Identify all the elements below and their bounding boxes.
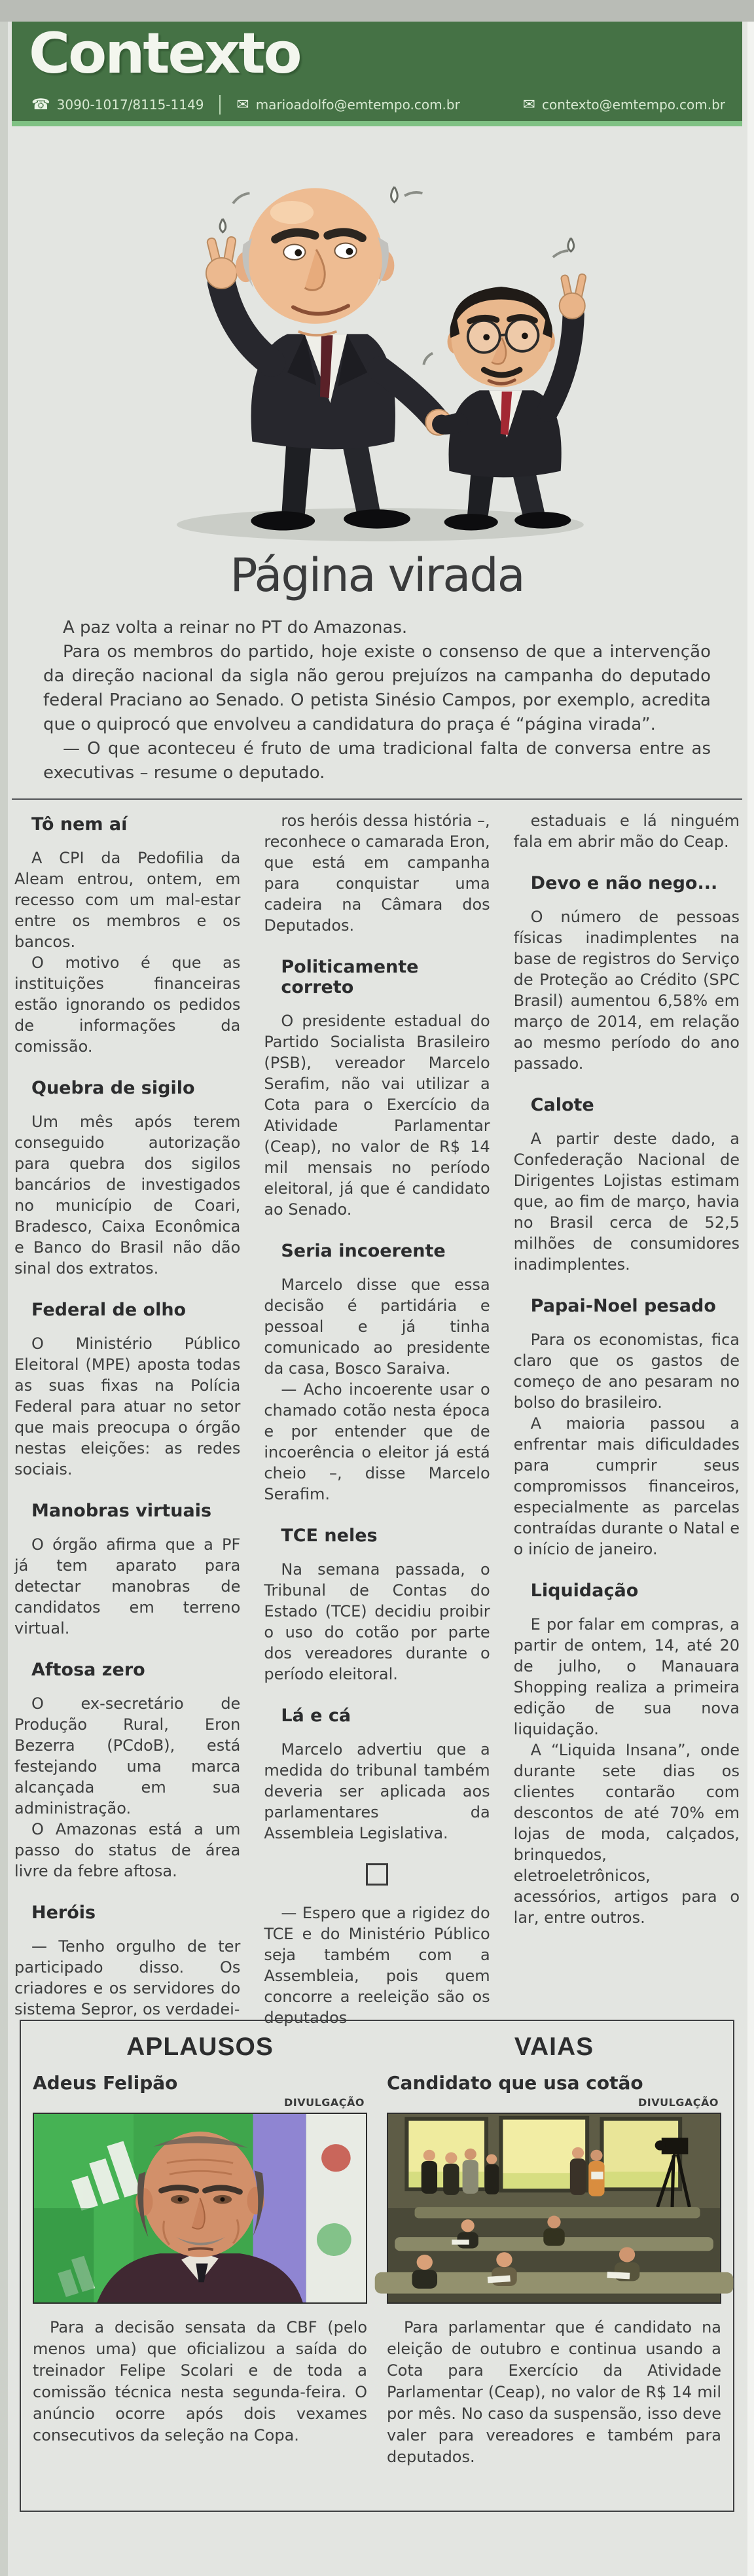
masthead bbox=[12, 22, 742, 126]
left-figure-head bbox=[236, 188, 394, 335]
column-subhead: Tô nem aí bbox=[31, 814, 128, 834]
phone-number: 3090-1017/8115-1149 bbox=[56, 97, 204, 113]
intro-paragraph: A paz volta a reinar no PT do Amazonas. bbox=[63, 617, 408, 637]
column-paragraph: A “Liquida Insana”, onde durante sete dias os clientes contarão com descontos de até 70% em lojas de moda, calçados, brinquedos, eletroeletrônicos, acessórios, artigos para o lar, entre outros. bbox=[513, 1740, 740, 1927]
column-paragraph: — Tenho orgulho de ter participado disso. Os criadores e os servidores do sistema Sepror, os verdadei- bbox=[14, 1937, 241, 2018]
column-subhead: Heróis bbox=[31, 1902, 96, 1923]
column-paragraph: Marcelo disse que essa decisão é partidária e pessoal e já tinha comunicado ao presidente da casa, Bosco Saraiva. bbox=[264, 1275, 490, 1378]
email-contact-primary bbox=[236, 97, 459, 113]
column-paragraph: — Acho incoerente usar o chamado cotão nesta época e por entender que de incoerência o eleitor já está cheio –, disse Marcelo Serafim. bbox=[264, 1380, 490, 1503]
column-paragraph: estaduais e lá ninguém fala em abrir mão do Ceap. bbox=[513, 811, 740, 851]
intro-paragraph: — O que aconteceu é fruto de uma tradicional falta de conversa entre as executivas – resume o deputado. bbox=[43, 738, 711, 783]
cartoon-figure-left bbox=[206, 188, 451, 530]
column-paragraph: A CPI da Pedofilia da Aleam entrou, ontem, em recesso com um mal-estar entre os membros e os bancos. bbox=[14, 848, 241, 951]
section-rule bbox=[12, 798, 742, 800]
email-secondary: contexto@emtempo.com.br bbox=[542, 97, 725, 113]
column-paragraph: — Espero que a rigidez do TCE e do Ministério Público seja também com a Assembleia, pois quem concorre a reeleição são os deputados bbox=[264, 1903, 490, 2027]
felipao-photo bbox=[33, 2113, 367, 2304]
aplausos-photo-credit: DIVULGAÇÃO bbox=[283, 2096, 365, 2109]
column-subhead: Papai-Noel pesado bbox=[530, 1295, 716, 1316]
article-intro bbox=[43, 616, 711, 785]
editorial-cartoon bbox=[0, 126, 754, 545]
vaias-photo-credit: DIVULGAÇÃO bbox=[637, 2096, 719, 2109]
column-subhead: Calote bbox=[530, 1094, 594, 1115]
section-title: Contexto bbox=[29, 21, 300, 86]
column-paragraph: E por falar em compras, a partir de ontem, 14, até 20 de julho, o Manauara Shopping realiza a primeira edição de sua nova liquidação. bbox=[513, 1615, 740, 1738]
vaias-subtitle: Candidato que usa cotão bbox=[387, 2071, 643, 2094]
column-subhead: Quebra de sigilo bbox=[31, 1077, 195, 1098]
cartoon-illustration bbox=[151, 142, 603, 545]
newspaper-page bbox=[0, 22, 754, 2576]
column-paragraph: O presidente estadual do Partido Socialista Brasileiro (PSB), vereador Marcelo Serafim, não vai utilizar a Cota para o Exercício da Atividade Parlamentar (Ceap), no valor de R$ 14 mil mensais no período eleitoral, já que é candidato ao Senado. bbox=[264, 1011, 490, 1219]
aplausos-vaias-box bbox=[20, 2020, 734, 2512]
column-subhead: Politicamente correto bbox=[281, 956, 419, 997]
phone-icon: ☎ bbox=[31, 96, 50, 113]
mail-icon: ✉ bbox=[522, 96, 536, 113]
v-sign-hand-left bbox=[206, 236, 237, 289]
column-3 bbox=[514, 810, 740, 2028]
column-1 bbox=[14, 810, 240, 2028]
column-paragraph: O Ministério Público Eleitoral (MPE) aposta todas as suas fixas na Polícia Federal para atuar no setor que mais preocupa o órgão nestas eleições: as redes sociais. bbox=[14, 1334, 241, 1478]
column-paragraph: O ex-secretário de Produção Rural, Eron Bezerra (PCdoB), está festejando uma marca alcançada em sua administração. bbox=[14, 1694, 241, 1817]
email-primary: marioadolfo@emtempo.com.br bbox=[255, 97, 460, 113]
column-paragraph: Para os economistas, fica claro que os gastos de começo de ano pesaram no bolso do brasileiro. bbox=[513, 1330, 740, 1412]
column-paragraph: O Amazonas está a um passo do status de área livre da febre aftosa. bbox=[14, 1819, 241, 1880]
column-paragraph: Um mês após terem conseguido autorização para quebra dos sigilos bancários de investigados no município de Coari, Bradesco, Caixa Econômica e Banco do Brasil não dão sinal dos extratos. bbox=[14, 1112, 241, 1278]
assembly-photo-illustration bbox=[388, 2114, 720, 2302]
right-figure-head bbox=[448, 287, 555, 387]
intro-paragraph: Para os membros do partido, hoje existe o consenso de que a intervenção da direção nacional da sigla não gerou prejuízos na campanha do deputado federal Praciano ao Senado. O petista Sinésio Campos, por exemplo, acredita que o quiprocó que envolveu a candidatura do praça é “página virada”. bbox=[43, 641, 711, 734]
column-paragraph: ros heróis dessa história –, reconhece o camarada Eron, que está em campanha para conquistar uma cadeira na Câmara dos Deputados. bbox=[264, 811, 490, 935]
column-paragraph: O número de pessoas físicas inadimplentes na base de registros do Serviço de Proteção ao Crédito (SPC Brasil) aumentou 6,58% em março de 2014, em relação ao mesmo período do ano passado. bbox=[513, 907, 740, 1073]
vaias-panel bbox=[387, 2030, 721, 2500]
column-paragraph: O órgão afirma que a PF já tem aparato para detectar manobras de candidatos em terreno virtual. bbox=[14, 1535, 241, 1637]
assembly-photo bbox=[387, 2113, 721, 2304]
column-subhead: Aftosa zero bbox=[31, 1659, 145, 1680]
column-paragraph: O motivo é que as instituições financeiras estão ignorando os pedidos de informações da comissão. bbox=[14, 953, 241, 1056]
aplausos-subtitle: Adeus Felipão bbox=[33, 2071, 178, 2094]
felipao-photo-illustration bbox=[34, 2114, 366, 2302]
column-paragraph: A maioria passou a enfrentar mais dificuldades para cumprir seus compromissos financeiros, especialmente as parcelas contraídas durante o Natal e o início de janeiro. bbox=[513, 1414, 740, 1558]
column-subhead: Devo e não nego... bbox=[530, 872, 718, 893]
mail-icon: ✉ bbox=[236, 96, 249, 113]
column-subhead: Manobras virtuais bbox=[31, 1500, 212, 1521]
cartoon-figure-right bbox=[442, 274, 586, 531]
column-paragraph: Marcelo advertiu que a medida do tribunal também deveria ser aplicada aos parlamentares da Assembleia Legislativa. bbox=[264, 1740, 490, 1842]
vaias-caption: Para parlamentar que é candidato na eleição de outubro e continua usando a Cota para Exercício da Atividade Parlamentar (Ceap), no valor de R$ 14 mil por mês. No caso da suspensão, isso deve valer para vereadores e também para deputados. bbox=[387, 2317, 721, 2466]
column-subhead: Seria incoerente bbox=[281, 1240, 446, 1261]
scan-edge-right bbox=[747, 22, 754, 2576]
aplausos-caption: Para a decisão sensata da CBF (pelo menos uma) que oficializou a saída do treinador Felipe Scolari e de toda a comissão técnica nesta segunda-feira. O anúncio ocorre após dois vexames consecutivos da seleção na Copa. bbox=[33, 2317, 367, 2444]
column-subhead: Liquidação bbox=[530, 1580, 639, 1601]
column-subhead: TCE neles bbox=[281, 1525, 378, 1546]
column-2 bbox=[264, 810, 490, 2028]
end-square-mark bbox=[366, 1863, 388, 1886]
v-sign-hand-right bbox=[560, 274, 586, 319]
email-contact-secondary bbox=[523, 97, 725, 113]
column-subhead: Lá e cá bbox=[281, 1705, 351, 1726]
column-paragraph: Na semana passada, o Tribunal de Contas do Estado (TCE) decidiu proibir o uso do cotão por parte dos vereadores durante o período eleitoral. bbox=[264, 1560, 490, 1683]
masthead-contacts bbox=[31, 95, 725, 115]
column-paragraph: A partir deste dado, a Confederação Nacional de Dirigentes Lojistas estimam que, ao fim de março, havia no Brasil cerca de 52,5 milhões de consumidores inadimplentes. bbox=[513, 1129, 740, 1274]
notes-columns bbox=[14, 810, 740, 2027]
scan-edge-left bbox=[0, 22, 8, 2576]
vaias-title: VAIAS bbox=[514, 2032, 594, 2061]
aplausos-title: APLAUSOS bbox=[126, 2032, 274, 2061]
headline: Página virada bbox=[230, 548, 524, 602]
contact-divider bbox=[219, 95, 221, 115]
phone-contact bbox=[31, 97, 204, 113]
column-subhead: Federal de olho bbox=[31, 1299, 187, 1320]
aplausos-panel bbox=[33, 2030, 367, 2500]
